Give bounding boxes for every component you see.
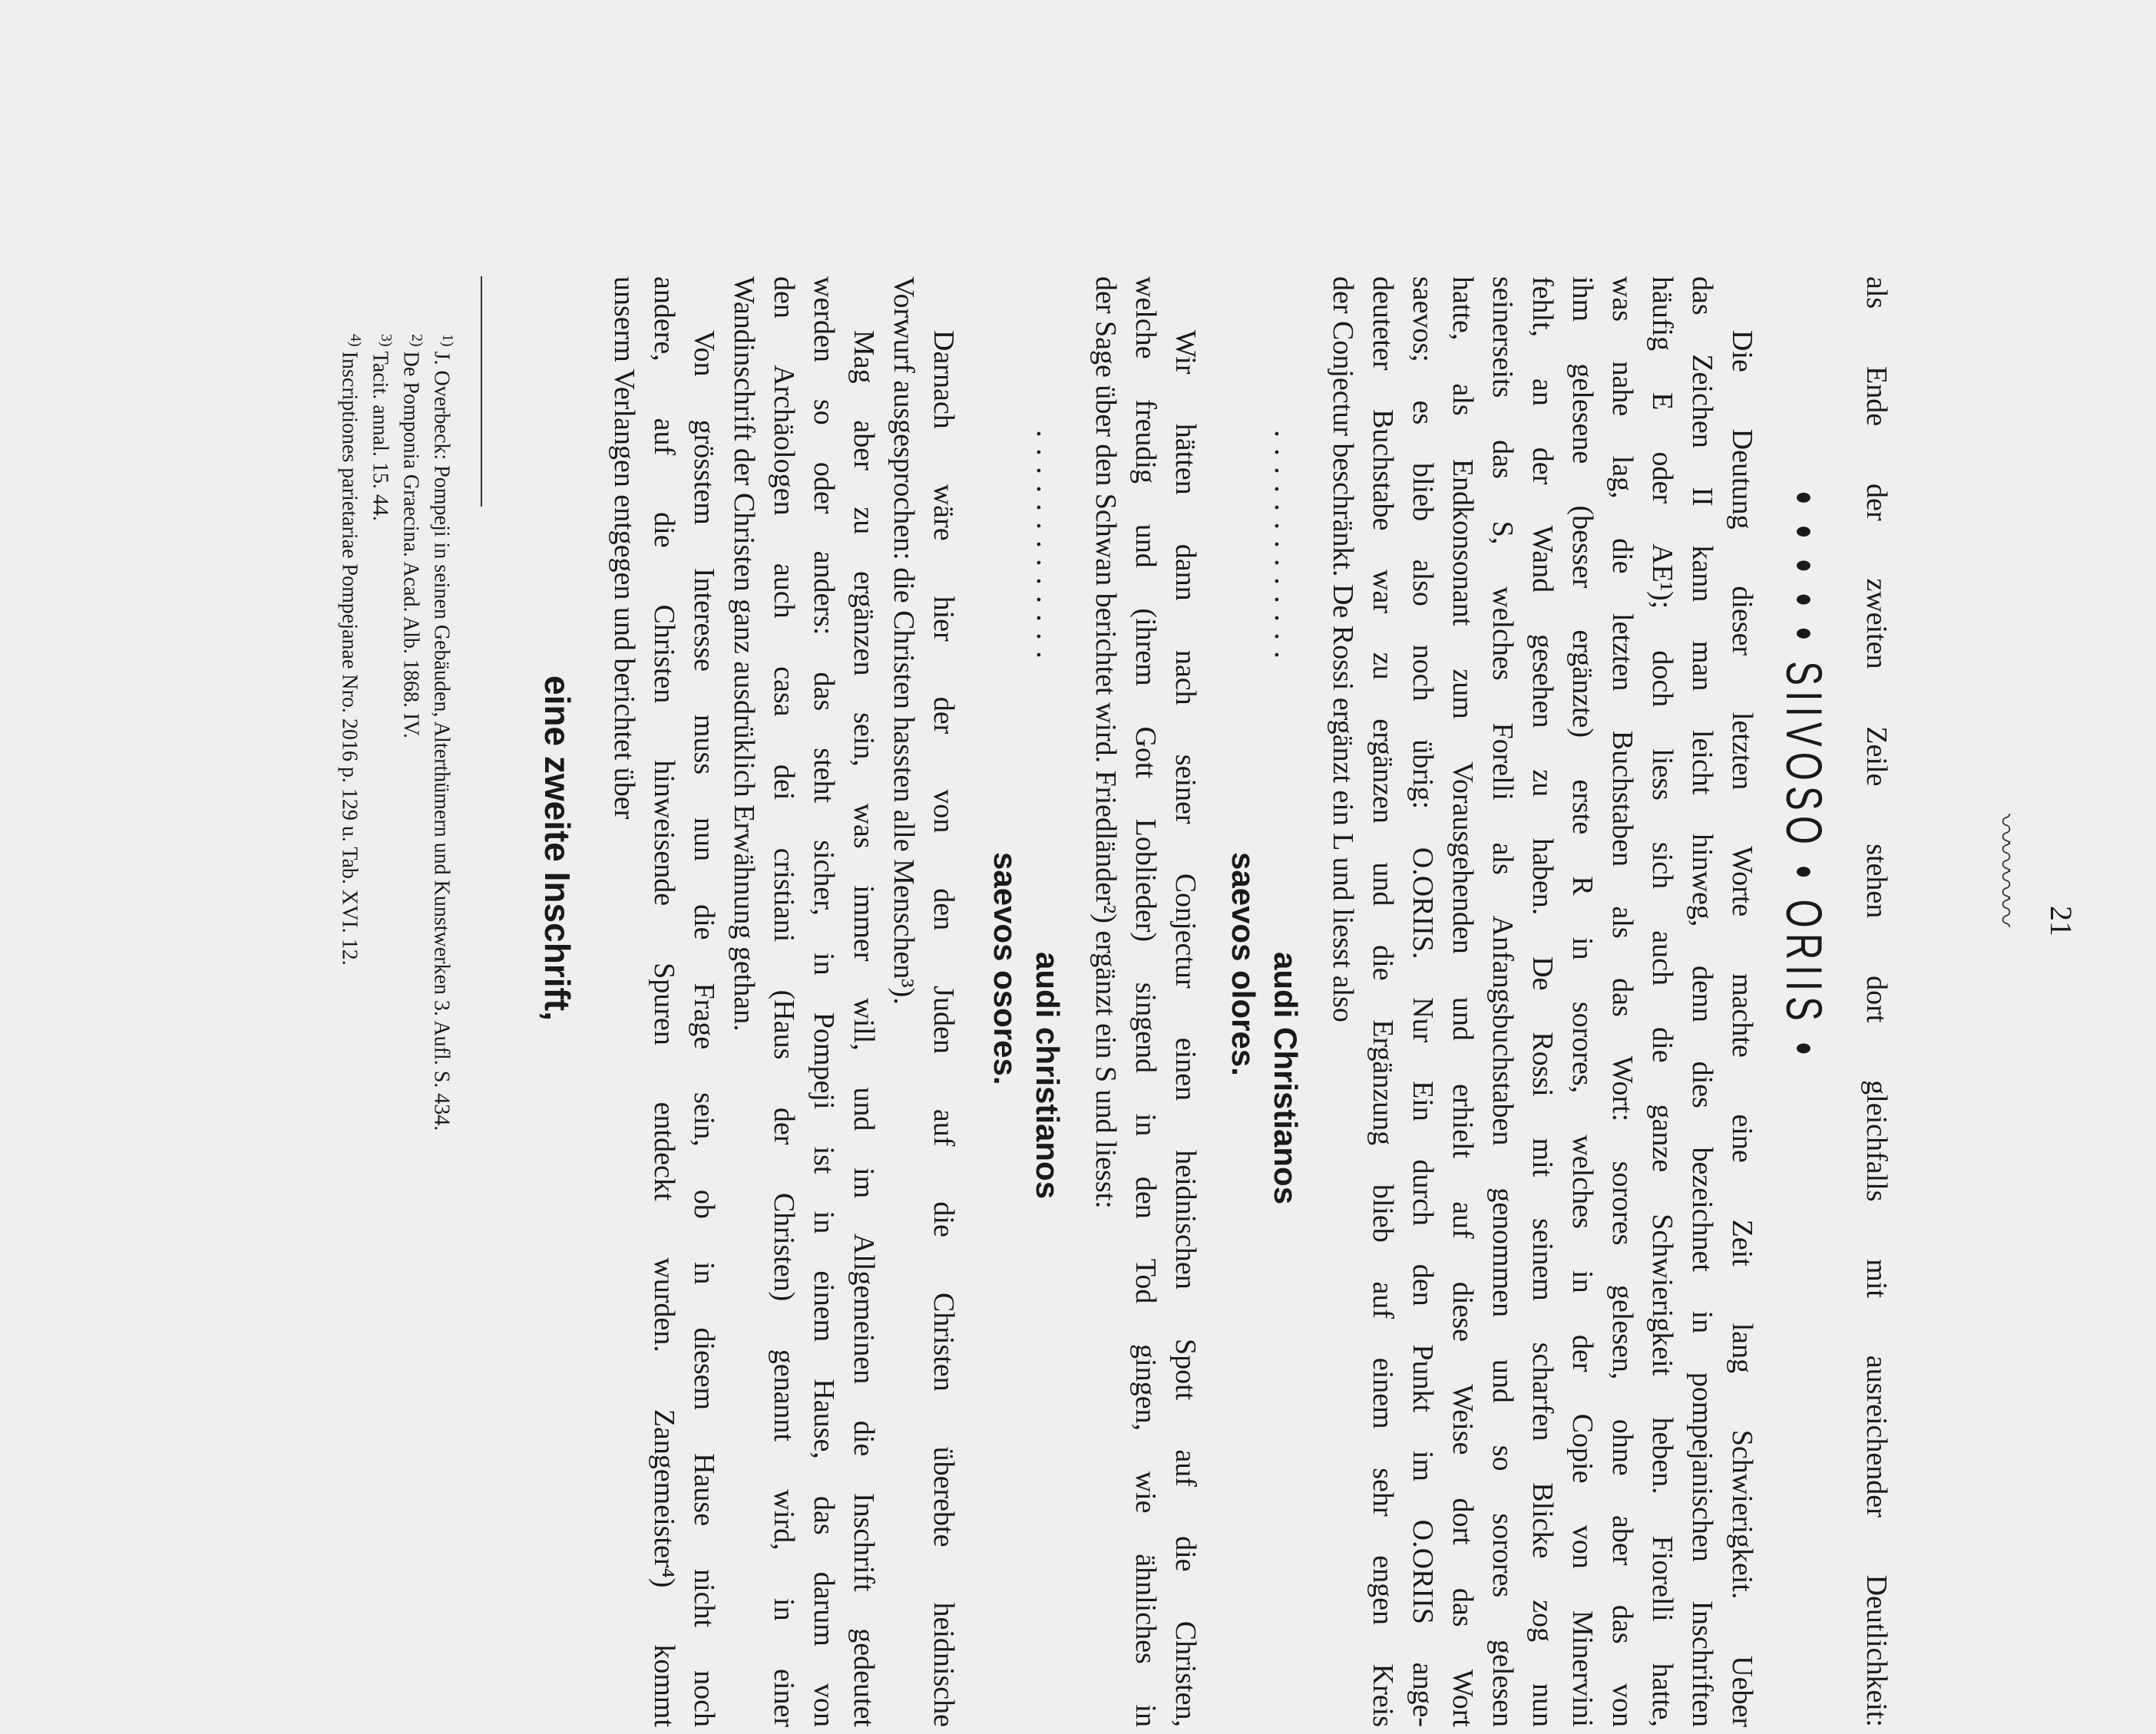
reading-2-line-1: audi christianos bbox=[1030, 952, 1066, 1200]
footnote-text: De Pomponia Graecina. Acad. Alb. 1868. IV. bbox=[398, 351, 423, 738]
footnote-text: J. Overbeck: Pompeji in seinen Gebäuden, Alterthümern und Kunstwerken 3. Aufl. S. 434. bbox=[429, 351, 454, 1131]
reading-1-line-1: audi Christianos bbox=[1268, 952, 1304, 1205]
intro-line: als Ende der zweiten Zeile stehen dort gleichfalls mit ausreichender Deutlichkeit: bbox=[1860, 276, 1893, 1727]
reading-2-line-2: saevos osores. bbox=[987, 852, 1023, 1085]
text-line: häufig E oder AE¹); doch liess sich auch die ganze Schwierigkeit heben. Fiorelli hatte, bbox=[1646, 276, 1678, 1727]
text-line: Darnach wäre hier der von den Juden auf die Christen überebte heidnische bbox=[928, 330, 960, 1727]
footnote-number: 2) bbox=[408, 334, 425, 347]
footnote bbox=[369, 334, 394, 521]
text-line: der Sage über den Schwan berichtet wird. Friedländer²) ergänzt ein S und liesst: bbox=[1090, 276, 1122, 1209]
text-line: andere, auf die Christen hinweisende Spuren entdeckt wurden. Zangemeister⁴) kommt bbox=[648, 276, 680, 1727]
reading-1-dots: . . . . . . . . . . . . . bbox=[1268, 430, 1303, 660]
footnote bbox=[431, 334, 455, 1131]
text-line: den Archäologen auch casa dei cristiani (Haus der Christen) genannt wird, in einer bbox=[768, 276, 800, 1727]
text-line: das Zeichen II kann man leicht hinweg, denn dies bezeichnet in pompejanischen Inschriften bbox=[1686, 276, 1718, 1727]
text-line: Wandinschrift der Christen ganz ausdrüklich Erwähnung gethan. bbox=[728, 276, 760, 1032]
footnote-number: 3) bbox=[378, 334, 395, 347]
footnote bbox=[400, 334, 425, 738]
heading-second-inscription: eine zweite Inschrift, bbox=[537, 675, 577, 1021]
text-line: werden so oder anders: das steht sicher, in Pompeji ist in einem Hause, das darum von bbox=[808, 276, 840, 1727]
text-line: welche freudig und (ihrem Gott Loblieder) singend in den Tod gingen, wie ähnliches in bbox=[1129, 276, 1162, 1727]
text-line: fehlt, an der Wand gesehen zu haben. De Rossi mit seinem scharfen Blicke zog nun bbox=[1526, 276, 1559, 1727]
text-line: hatte, als Endkonsonant zum Vorausgehenden und erhielt auf diese Weise dort das Wort bbox=[1447, 276, 1479, 1727]
reading-2-dots: . . . . . . . . . . . . . bbox=[1030, 430, 1065, 660]
text-line: seinerseits das S, welches Forelli als Anfangsbuchstaben genommen und so sorores gelesen bbox=[1486, 276, 1519, 1727]
text-line: ihm gelesene (besser ergänzte) erste R in sorores, welches in der Copie von Minervini bbox=[1566, 276, 1599, 1727]
footnote-text: Inscriptiones parietariae Pompejanae Nro. 2016 p. 129 u. Tab. XVI. 12. bbox=[337, 351, 362, 966]
reading-1-line-2: saevos olores. bbox=[1225, 852, 1262, 1076]
footnote-number: 4) bbox=[347, 334, 364, 347]
page-number: 21 bbox=[2044, 906, 2078, 936]
text-line: unserm Verlangen entgegen und berichtet über bbox=[608, 276, 640, 820]
text-line: Wir hätten dann nach seiner Conjectur einen heidnischen Spott auf die Christen, bbox=[1169, 330, 1202, 1727]
text-line: Vorwurf ausgesprochen: die Christen hassten alle Menschen³). bbox=[888, 276, 920, 1005]
text-line: Mag aber zu ergänzen sein, was immer will, und im Allgemeinen die Inschrift gedeutet bbox=[848, 330, 880, 1727]
text-line: Von grösstem Interesse muss nun die Frage sein, ob in diesem Hause nicht noch bbox=[688, 330, 720, 1727]
footnote-text: Tacit. annal. 15. 44. bbox=[368, 351, 392, 521]
footnote bbox=[339, 334, 363, 966]
inscription-first-reading: • • • • • SIIVOSO • ORIIS • bbox=[1776, 491, 1833, 1061]
text-line: saevos; es blieb also noch übrig: O.ORIIS. Nur Ein durch den Punkt im O.ORIIS ange- bbox=[1407, 276, 1439, 1727]
footnote-rule bbox=[481, 276, 482, 507]
text-line: was nahe lag, die letzten Buchstaben als das Wort: sorores gelesen, ohne aber das von bbox=[1606, 276, 1638, 1727]
footnote-number: 1) bbox=[439, 334, 456, 347]
text-line: der Conjectur beschränkt. De Rossi ergänzt ein L und liesst also bbox=[1327, 276, 1359, 1022]
text-line: deuteter Buchstabe war zu ergänzen und die Ergänzung blieb auf einem sehr engen Kreis bbox=[1367, 276, 1399, 1727]
text-line: Die Deutung dieser letzten Worte machte eine Zeit lang Schwierigkeit. Ueber bbox=[1726, 330, 1758, 1727]
decorative-flourish: 〰〰〰〰 bbox=[1988, 814, 2022, 924]
